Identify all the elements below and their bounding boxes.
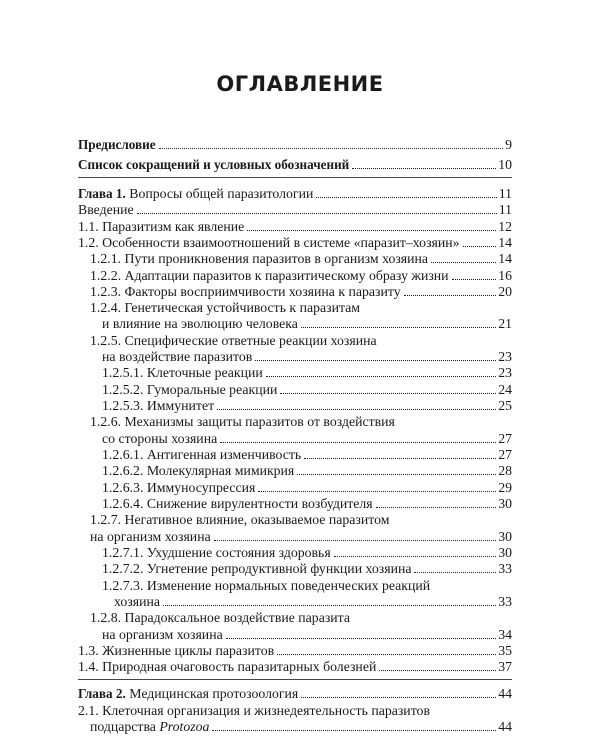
toc-page-number: 23 [498, 365, 512, 380]
chapter-title: Вопросы общей паразитологии [125, 186, 314, 201]
dot-leader [277, 654, 496, 655]
toc-label: 1.2.6.2. Молекулярная мимикрия [102, 463, 295, 478]
toc-page-number: 29 [498, 480, 512, 495]
dot-leader [301, 697, 496, 698]
chapter-title: Медицинская протозоология [125, 686, 299, 701]
section-divider [78, 177, 512, 178]
toc-label: 1.2.6.1. Антигенная изменчивость [102, 447, 302, 462]
dot-leader [280, 393, 496, 394]
toc-label [78, 685, 298, 702]
toc-label: 1.2.5.2. Гуморальные реакции [102, 382, 278, 397]
toc-entry-1-2-8[interactable] [102, 626, 512, 643]
toc-label: 1.2.5.1. Клеточные реакции [102, 365, 263, 380]
toc-page-number: 30 [498, 496, 512, 511]
toc-entry-1-2-7-3-line1[interactable]: 1.2.7.3. Изменение нормальных поведенческих реакций [102, 578, 431, 593]
toc-page-number: 9 [505, 137, 512, 152]
toc-label: 1.4. Природная очаговость паразитарных болезней [78, 659, 377, 674]
toc-page-number: 33 [498, 594, 512, 609]
toc-page-number: 11 [498, 186, 512, 201]
toc-page-number: 21 [498, 316, 512, 331]
dot-leader [214, 540, 497, 541]
toc-entry-1-2-7-1[interactable] [102, 544, 512, 561]
dot-leader [463, 246, 497, 247]
subkingdom-prefix: подцарства [90, 719, 160, 734]
toc-entry-1-2-5[interactable] [102, 348, 512, 365]
toc-label: 1.2.6.4. Снижение вирулентности возбудителя [102, 496, 373, 511]
toc-label: 1.2.3. Факторы восприимчивости хозяина к паразиту [90, 284, 401, 299]
toc-label: хозяина [114, 594, 160, 609]
dot-leader [255, 360, 496, 361]
dot-leader [304, 458, 496, 459]
toc-entry-1-2-6-2[interactable] [102, 462, 512, 479]
toc-page-number: 34 [498, 627, 512, 642]
toc-page-number: 27 [498, 447, 512, 462]
taxon-name: Protozoa [159, 719, 210, 734]
toc-entry-2-1[interactable] [90, 718, 512, 735]
toc-entry-1-2-6-line1[interactable]: 1.2.6. Механизмы защиты паразитов от воздействия [90, 414, 395, 429]
toc-entry-2-1-line1[interactable]: 2.1. Клеточная организация и жизнедеятельность паразитов [78, 703, 430, 718]
toc-entry-chapter-1[interactable] [78, 185, 512, 202]
dot-leader [431, 262, 496, 263]
toc-page-number: 30 [498, 545, 512, 560]
toc-entry-1-1[interactable] [78, 218, 512, 235]
toc-entry-1-4[interactable] [78, 658, 512, 675]
dot-leader [316, 197, 496, 198]
toc-label: 1.2.7.2. Угнетение репродуктивной функции хозяина [102, 561, 412, 576]
toc-label: 1.2. Особенности взаимоотношений в системе «паразит–хозяин» [78, 235, 460, 250]
toc-page-number: 20 [498, 284, 512, 299]
toc-entry-1-2-7[interactable] [90, 528, 512, 545]
dot-leader [452, 279, 497, 280]
toc-page-number: 14 [498, 251, 512, 266]
toc-entry-1-2-1[interactable] [90, 250, 512, 267]
toc-page-number: 28 [498, 463, 512, 478]
toc-label: Предисловие [78, 137, 156, 152]
toc-label: и влияние на эволюцию человека [102, 316, 298, 331]
toc-entry-1-2-3[interactable] [90, 283, 512, 300]
toc-entry-1-2-5-line1[interactable]: 1.2.5. Специфические ответные реакции хозяина [90, 333, 377, 348]
dot-leader [334, 556, 497, 557]
toc-label: 1.1. Паразитизм как явление [78, 219, 245, 234]
toc-page-number: 24 [498, 382, 512, 397]
chapter-number: Глава 2. [78, 686, 126, 701]
dot-leader [163, 605, 496, 606]
toc-entry-abbreviations[interactable] [78, 156, 512, 173]
toc-label: 1.3. Жизненные циклы паразитов [78, 643, 275, 658]
toc-label: на воздействие паразитов [102, 349, 253, 364]
toc-page-number: 10 [498, 157, 512, 172]
dot-leader [247, 230, 496, 231]
page-title: ОГЛАВЛЕНИЕ [216, 72, 384, 96]
toc-page-number: 44 [498, 719, 512, 734]
toc-page-number: 11 [498, 202, 512, 217]
toc-entry-1-2-7-3[interactable] [114, 593, 512, 610]
toc-page-number: 35 [498, 643, 512, 658]
toc-page-number: 33 [498, 561, 512, 576]
toc-page-number: 16 [498, 268, 512, 283]
toc-label: со стороны хозяина [102, 431, 218, 446]
section-divider [78, 679, 512, 680]
toc-entry-1-2-7-2[interactable] [102, 560, 512, 577]
toc-entry-1-2-6-3[interactable] [102, 479, 512, 496]
dot-leader [297, 474, 496, 475]
dot-leader [266, 376, 496, 377]
toc-entry-1-2-5-1[interactable] [102, 364, 512, 381]
toc-label: на организм хозяина [102, 627, 223, 642]
toc-label: 1.2.7.1. Ухудшение состояния здоровья [102, 545, 331, 560]
toc-entry-1-3[interactable] [78, 642, 512, 659]
toc-entry-1-2-5-3[interactable] [102, 397, 512, 414]
toc-entry-1-2-6-4[interactable] [102, 495, 512, 512]
toc-label: Введение [78, 202, 134, 217]
dot-leader [352, 168, 496, 169]
chapter-number: Глава 1. [78, 186, 126, 201]
dot-leader [379, 670, 496, 671]
toc-page-number: 25 [498, 398, 512, 413]
dot-leader [217, 409, 496, 410]
toc-label: 1.2.5.3. Иммунитет [102, 398, 215, 413]
toc-label: 1.2.6.3. Иммуносупрессия [102, 480, 256, 495]
toc-entry-1-2-8-line1[interactable]: 1.2.8. Парадоксальное воздействие паразита [90, 610, 350, 625]
dot-leader [159, 148, 503, 149]
dot-leader [220, 442, 496, 443]
toc-entry-1-2-7-line1[interactable]: 1.2.7. Негативное влияние, оказываемое паразитом [90, 512, 390, 527]
dot-leader [258, 491, 496, 492]
toc-page-number: 12 [498, 219, 512, 234]
toc-label: 1.2.2. Адаптации паразитов к паразитическому образу жизни [90, 268, 449, 283]
dot-leader [414, 572, 496, 573]
dot-leader [376, 507, 497, 508]
toc-page-number: 44 [498, 686, 512, 701]
toc-page-number: 37 [498, 659, 512, 674]
toc-label [78, 185, 313, 202]
toc-label [90, 718, 209, 735]
toc-entry-1-2-4-line1[interactable]: 1.2.4. Генетическая устойчивость к паразитам [90, 300, 361, 315]
toc-entry-1-2-4[interactable] [102, 315, 512, 332]
toc-label: на организм хозяина [90, 529, 211, 544]
toc-label: 1.2.1. Пути проникновения паразитов в организм хозяина [90, 251, 429, 266]
toc-page-number: 23 [498, 349, 512, 364]
toc-page-number: 14 [498, 235, 512, 250]
toc-entry-introduction[interactable] [78, 201, 512, 218]
dot-leader [137, 213, 497, 214]
toc-entry-1-2-5-2[interactable] [102, 381, 512, 398]
dot-leader [212, 730, 496, 731]
dot-leader [301, 327, 496, 328]
dot-leader [226, 638, 497, 639]
toc-entry-1-2-6[interactable] [102, 430, 512, 447]
toc-label: Список сокращений и условных обозначений [78, 157, 350, 172]
toc-page-number: 27 [498, 431, 512, 446]
toc-entry-preface[interactable] [78, 136, 512, 153]
toc-page-number: 30 [498, 529, 512, 544]
toc-entry-1-2-2[interactable] [90, 267, 512, 284]
toc-entry-1-2[interactable] [78, 234, 512, 251]
toc-entry-1-2-6-1[interactable] [102, 446, 512, 463]
toc-entry-chapter-2[interactable] [78, 685, 512, 702]
dot-leader [404, 295, 497, 296]
